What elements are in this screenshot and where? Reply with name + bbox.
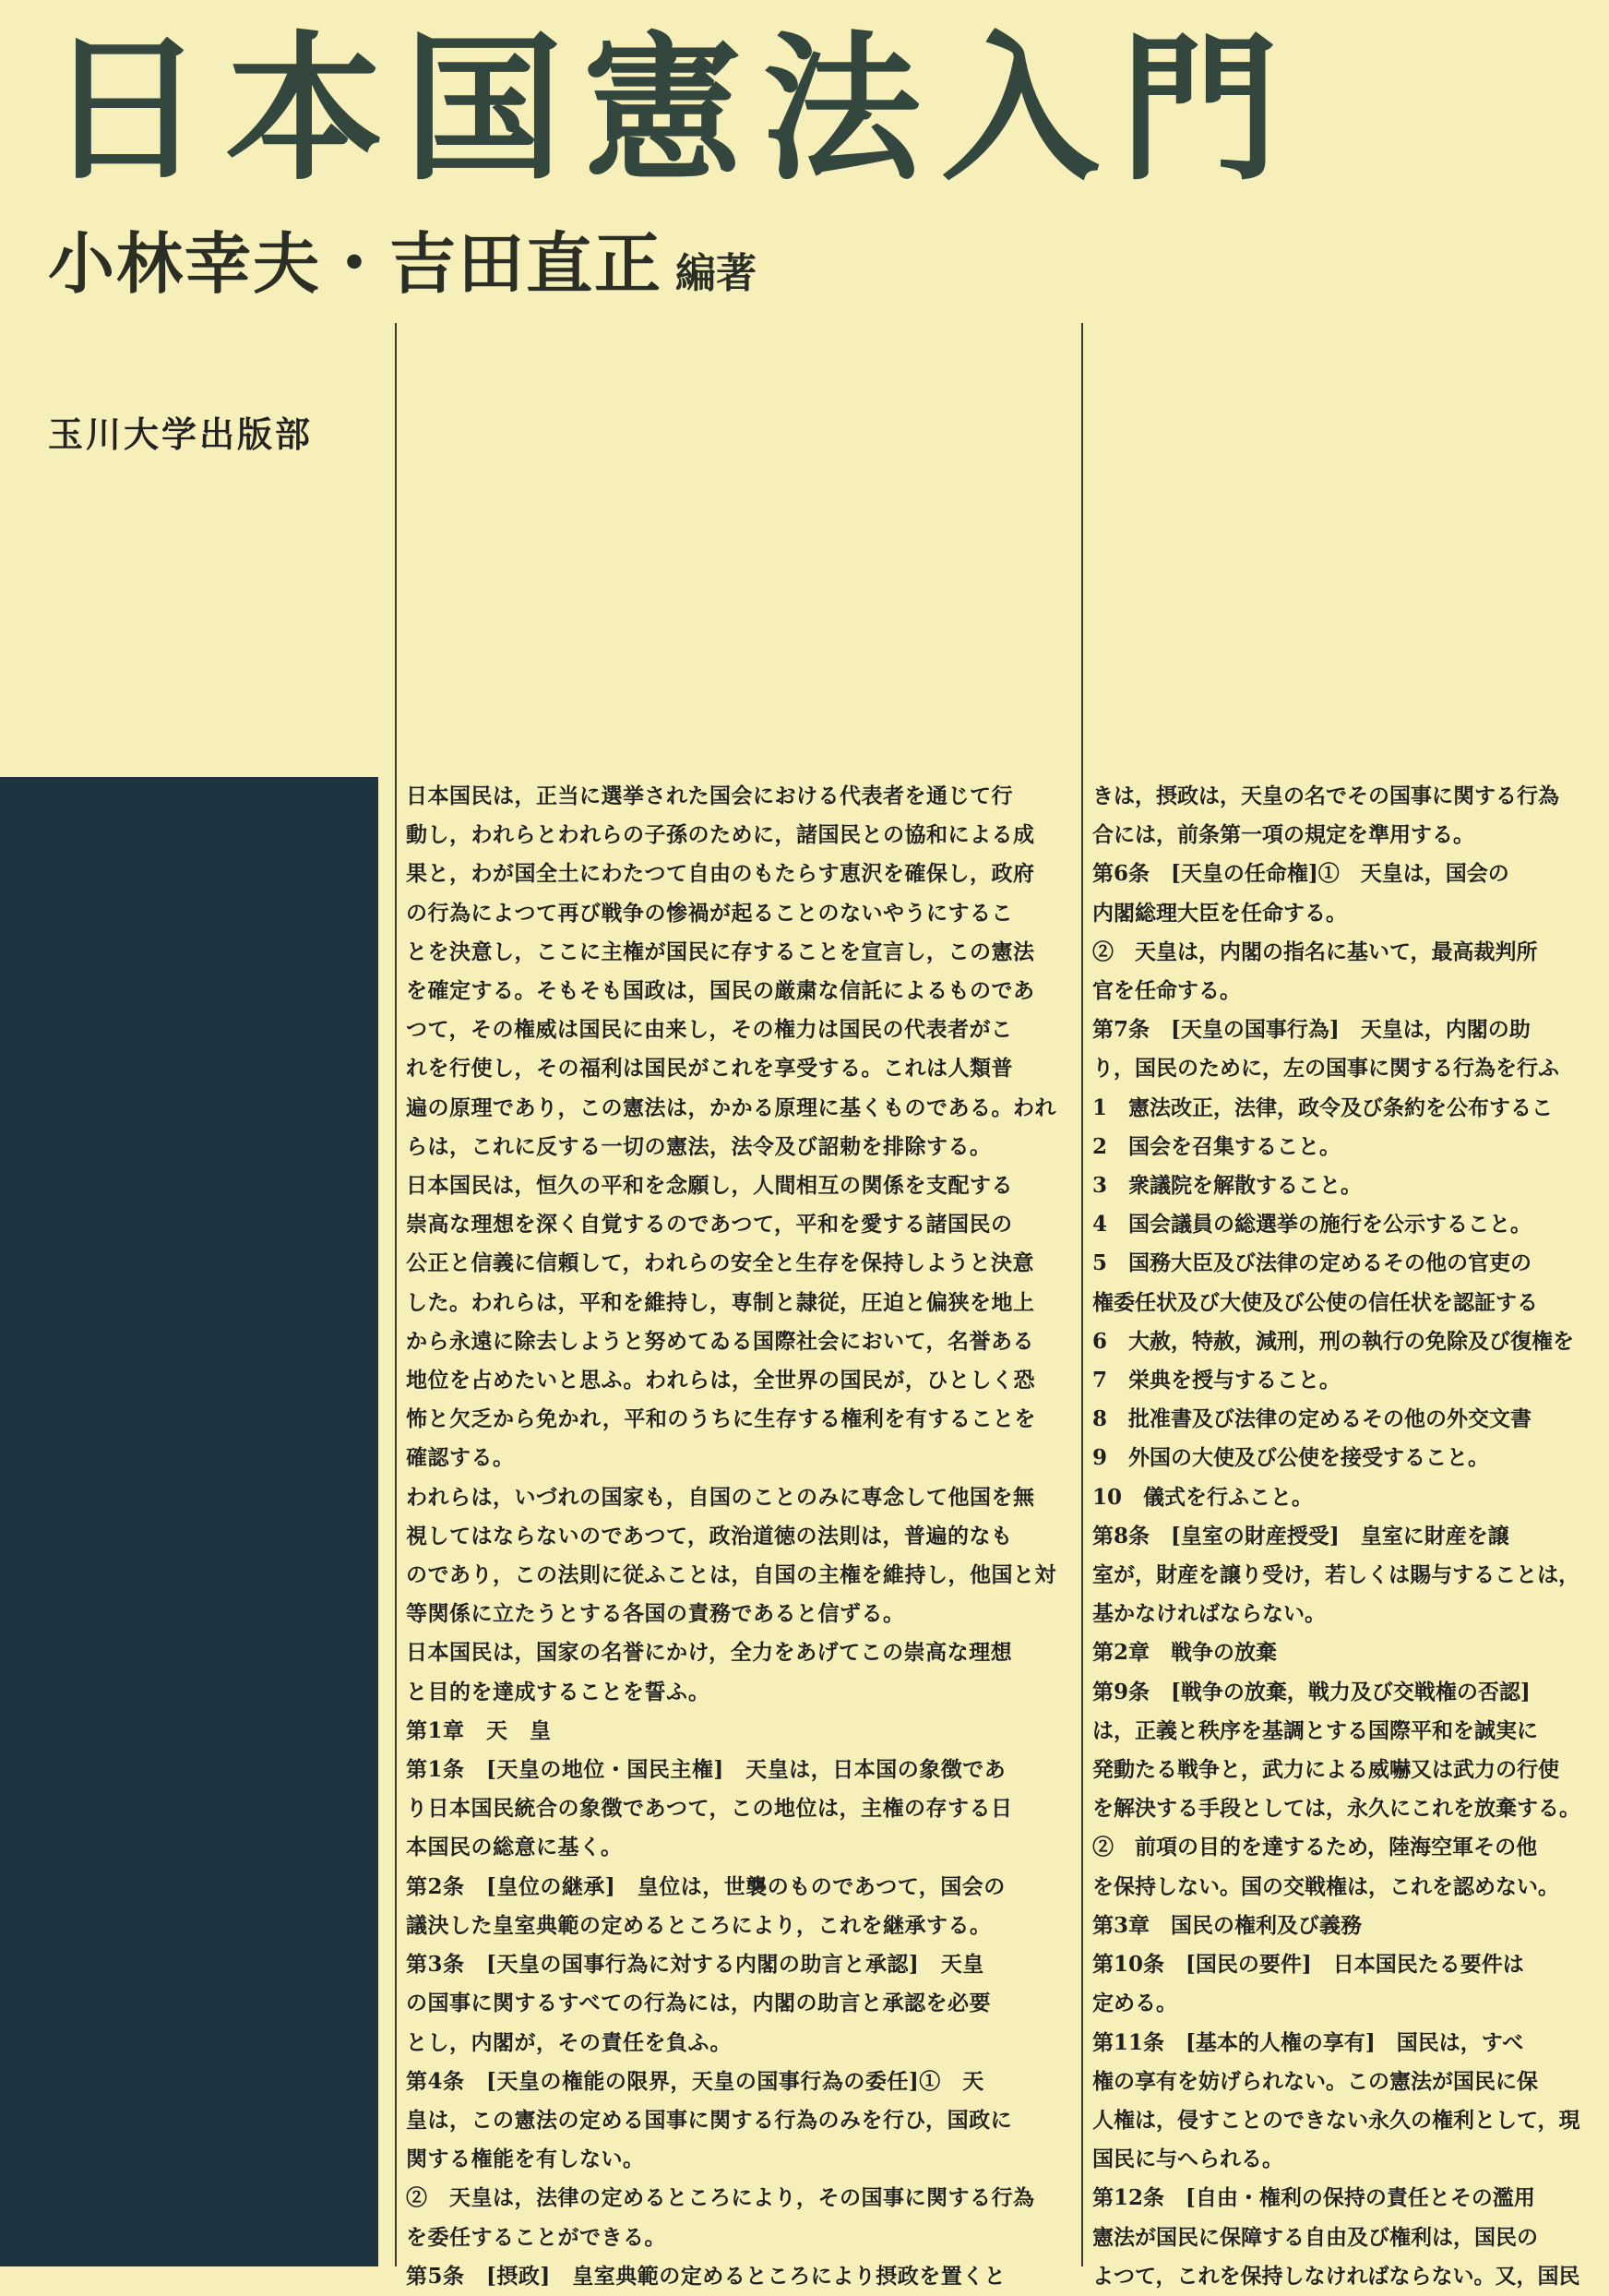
text-line: 第7条 [天皇の国事行為] 天皇は，内閣の助 <box>1092 1017 1531 1043</box>
text-line: 関する権能を有しない。 <box>406 2147 645 2172</box>
text-line: 権の享有を妨げられない。この憲法が国民に保 <box>1092 2068 1538 2094</box>
text-line: 第10条 [国民の要件] 日本国民たる要件は <box>1092 1952 1524 1978</box>
text-line: 3 衆議院を解散すること。 <box>1092 1173 1363 1199</box>
text-line: 7 栄典を授与すること。 <box>1092 1368 1341 1393</box>
constitution-text-column-right <box>1092 777 1609 2289</box>
constitution-text-column-middle <box>406 777 1072 2289</box>
text-line: の行為によつて再び戦争の惨禍が起ることのないやうにするこ <box>406 900 1013 926</box>
text-line: 果と，わが国全土にわたつて自由のもたらす恵沢を確保し，政府 <box>406 861 1035 887</box>
text-line: 人権は，侵すことのできない永久の権利として，現 <box>1092 2107 1580 2133</box>
text-line: ② 天皇は，内閣の指名に基いて，最高裁判所 <box>1092 939 1538 964</box>
text-line: 1 憲法改正，法律，政令及び条約を公布するこ <box>1092 1094 1554 1120</box>
text-line: 定める。 <box>1092 1991 1177 2016</box>
text-line: 第3章 国民の権利及び義務 <box>1092 1912 1363 1938</box>
text-line: 第6条 [天皇の任命権]① 天皇は，国会の <box>1092 861 1509 887</box>
text-line: 10 儀式を行ふこと。 <box>1092 1484 1314 1510</box>
text-line: 第9条 [戦争の放棄，戦力及び交戦権の否認] <box>1092 1679 1531 1704</box>
text-line: を解決する手段としては，永久にこれを放棄する。 <box>1092 1796 1580 1822</box>
text-line: 憲法が国民に保障する自由及び権利は，国民の <box>1092 2224 1538 2250</box>
text-line: 視してはならないのであつて，政治道徳の法則は，普遍的なも <box>406 1523 1013 1549</box>
text-line: のであり，この法則に従ふことは，自国の主権を維持し，他国と対 <box>406 1562 1056 1588</box>
text-line: 第12条 [自由・権利の保持の責任とその濫用 <box>1092 2185 1535 2211</box>
text-line: 官を任命する。 <box>1092 978 1241 1004</box>
publisher-name: 玉川大学出版部 <box>48 414 314 455</box>
text-line: 遍の原理であり，この憲法は，かかる原理に基くものである。われ <box>406 1094 1056 1120</box>
text-line: 国民に与へられる。 <box>1092 2147 1283 2172</box>
text-line: 9 外国の大使及び公使を接受すること。 <box>1092 1445 1490 1471</box>
text-line: を保持しない。国の交戦権は，これを認めない。 <box>1092 1873 1559 1899</box>
book-title: 日本国憲法入門 <box>46 15 1299 202</box>
text-line: 公正と信義に信頼して，われらの安全と生存を保持しようと決意 <box>406 1250 1035 1276</box>
text-line: した。われらは，平和を維持し，専制と隷従，圧迫と偏狭を地上 <box>406 1289 1035 1315</box>
text-line: 権委任状及び大使及び公使の信任状を認証する <box>1092 1289 1538 1315</box>
text-line: よつて，これを保持しなければならない。又，国民 <box>1092 2263 1580 2289</box>
text-line: を確定する。そもそも国政は，国民の厳粛な信託によるものであ <box>406 978 1035 1004</box>
text-line: 日本国民は，恒久の平和を念願し，人間相互の関係を支配する <box>406 1173 1013 1199</box>
text-line: れを行使し，その福利は国民がこれを享受する。これは人類普 <box>406 1056 1013 1082</box>
text-line: つて，その権威は国民に由来し，その権力は国民の代表者がこ <box>406 1017 1013 1043</box>
text-line: 動し，われらとわれらの子孫のために，諸国民との協和による成 <box>406 822 1035 848</box>
text-line: 本国民の総意に基く。 <box>406 1835 623 1860</box>
text-line: とし，内閣が，その責任を負ふ。 <box>406 2029 732 2055</box>
text-line: 第2条 [皇位の継承] 皇位は，世襲のものであつて，国会の <box>406 1873 1006 1899</box>
author-role: 編著 <box>675 250 757 297</box>
text-line: 議決した皇室典範の定めるところにより，これを継承する。 <box>406 1912 992 1938</box>
text-line: と目的を達成することを誓ふ。 <box>406 1679 710 1704</box>
author-names: 小林幸夫・吉田直正 <box>48 224 663 303</box>
text-line: 5 国務大臣及び法律の定めるその他の官吏の <box>1092 1250 1532 1276</box>
text-line: 室が，財産を譲り受け，若しくは賜与することは， <box>1092 1562 1580 1588</box>
text-line: の国事に関するすべての行為には，内閣の助言と承認を必要 <box>406 1991 992 2016</box>
text-line: 4 国会議員の総選挙の施行を公示すること。 <box>1092 1212 1532 1238</box>
text-line: われらは，いづれの国家も，自国のことのみに専念して他国を無 <box>406 1484 1035 1510</box>
text-line: り，国民のために，左の国事に関する行為を行ふ <box>1092 1056 1559 1082</box>
text-line: 皇は，この憲法の定める国事に関する行為のみを行ひ，国政に <box>406 2107 1013 2133</box>
text-line: から永遠に除去しようと努めてゐる国際社会において，名誉ある <box>406 1328 1035 1354</box>
author-line <box>48 210 757 306</box>
text-line: ② 天皇は，法律の定めるところにより，その国事に関する行為 <box>406 2185 1035 2211</box>
text-line: 第8条 [皇室の財産授受] 皇室に財産を譲 <box>1092 1523 1509 1549</box>
text-line: 第1条 [天皇の地位・国民主権] 天皇は，日本国の象徴であ <box>406 1757 1007 1783</box>
text-line: 内閣総理大臣を任命する。 <box>1092 900 1347 926</box>
text-line: 第4条 [天皇の権能の限界，天皇の国事行為の委任]① 天 <box>406 2068 984 2094</box>
text-line: きは，摂政は，天皇の名でその国事に関する行為 <box>1092 783 1559 808</box>
text-line: 日本国民は，国家の名誉にかけ，全力をあげてこの崇高な理想 <box>406 1640 1013 1666</box>
text-line: 第1章 天 皇 <box>406 1717 552 1743</box>
text-line: とを決意し，ここに主権が国民に存することを宣言し，この憲法 <box>406 939 1035 964</box>
text-line: 発動たる戦争と，武力による威嚇又は武力の行使 <box>1092 1757 1559 1783</box>
text-line: 2 国会を召集すること。 <box>1092 1133 1341 1159</box>
text-line: 基かなければならない。 <box>1092 1601 1326 1627</box>
text-line: 第3条 [天皇の国事行為に対する内閣の助言と承認] 天皇 <box>406 1952 984 1978</box>
text-line: 確認する。 <box>406 1445 515 1471</box>
text-line: 8 批准書及び法律の定めるその他の外交文書 <box>1092 1406 1532 1432</box>
text-line: らは，これに反する一切の憲法，法令及び詔勅を排除する。 <box>406 1133 992 1159</box>
text-line: 第2章 戦争の放棄 <box>1092 1640 1278 1666</box>
text-line: 地位を占めたいと思ふ。われらは，全世界の国民が，ひとしく恐 <box>406 1368 1035 1393</box>
text-line: 崇高な理想を深く自覚するのであつて，平和を愛する諸国民の <box>406 1212 1013 1238</box>
divider-line-left <box>395 323 397 2266</box>
text-line: 第11条 [基本的人権の享有] 国民は，すべ <box>1092 2029 1524 2055</box>
text-line: を委任することができる。 <box>406 2224 666 2250</box>
text-line: り日本国民統合の象徴であつて，この地位は，主権の存する日 <box>406 1796 1013 1822</box>
dark-color-block <box>0 777 378 2266</box>
text-line: 第5条 [摂政] 皇室典範の定めるところにより摂政を置くと <box>406 2263 1007 2289</box>
text-line: 怖と欠乏から免かれ，平和のうちに生存する権利を有することを <box>406 1406 1036 1432</box>
text-line: 6 大赦，特赦，減刑，刑の執行の免除及び復権を <box>1092 1328 1575 1354</box>
divider-line-right <box>1081 323 1083 2266</box>
text-line: 日本国民は，正当に選挙された国会における代表者を通じて行 <box>406 783 1013 808</box>
text-line: 等関係に立たうとする各国の責務であると信ずる。 <box>406 1601 905 1627</box>
text-line: は，正義と秩序を基調とする国際平和を誠実に <box>1092 1717 1538 1743</box>
text-line: ② 前項の目的を達するため，陸海空軍その他 <box>1092 1835 1538 1860</box>
text-line: 合には，前条第一項の規定を準用する。 <box>1092 822 1474 848</box>
